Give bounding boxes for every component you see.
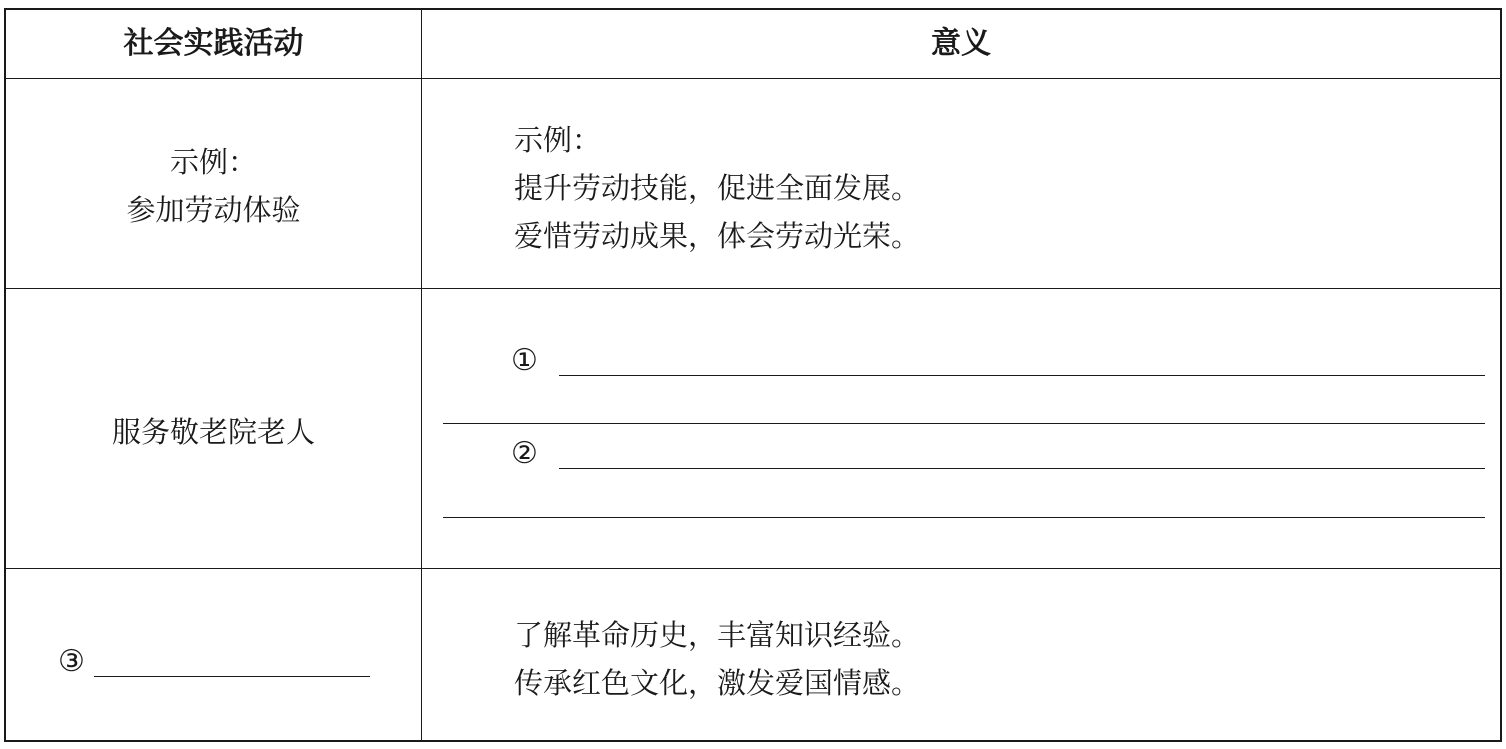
blank-3-line[interactable] bbox=[94, 676, 370, 677]
row1-divider bbox=[6, 288, 1500, 289]
blank-2-line-b[interactable] bbox=[443, 517, 1485, 518]
column-divider bbox=[421, 10, 422, 740]
row2-divider bbox=[6, 568, 1500, 569]
header-meaning: 意义 bbox=[931, 26, 991, 61]
blank-2-number: ② bbox=[511, 436, 538, 471]
blank-1-line-b[interactable] bbox=[443, 423, 1485, 424]
blank-3-number: ③ bbox=[58, 644, 85, 679]
row1-meaning-line-2: 爱惜劳动成果，体会劳动光荣。 bbox=[514, 219, 921, 253]
row3-meaning-line-2: 传承红色文化，激发爱国情感。 bbox=[514, 666, 921, 700]
row1-activity-example-label: 示例： bbox=[169, 145, 257, 179]
header-divider bbox=[6, 78, 1500, 79]
row2-activity: 服务敬老院老人 bbox=[111, 415, 315, 449]
blank-1-number: ① bbox=[511, 343, 538, 378]
row1-meaning-line-1: 提升劳动技能，促进全面发展。 bbox=[514, 171, 921, 205]
row1-activity: 参加劳动体验 bbox=[126, 193, 301, 227]
practice-activity-table bbox=[4, 8, 1502, 742]
row3-meaning-line-1: 了解革命历史，丰富知识经验。 bbox=[514, 618, 921, 652]
row1-meaning-example-label: 示例： bbox=[514, 123, 602, 157]
blank-2-line-a[interactable] bbox=[559, 468, 1485, 469]
blank-1-line-a[interactable] bbox=[559, 375, 1485, 376]
header-activity: 社会实践活动 bbox=[123, 26, 304, 61]
